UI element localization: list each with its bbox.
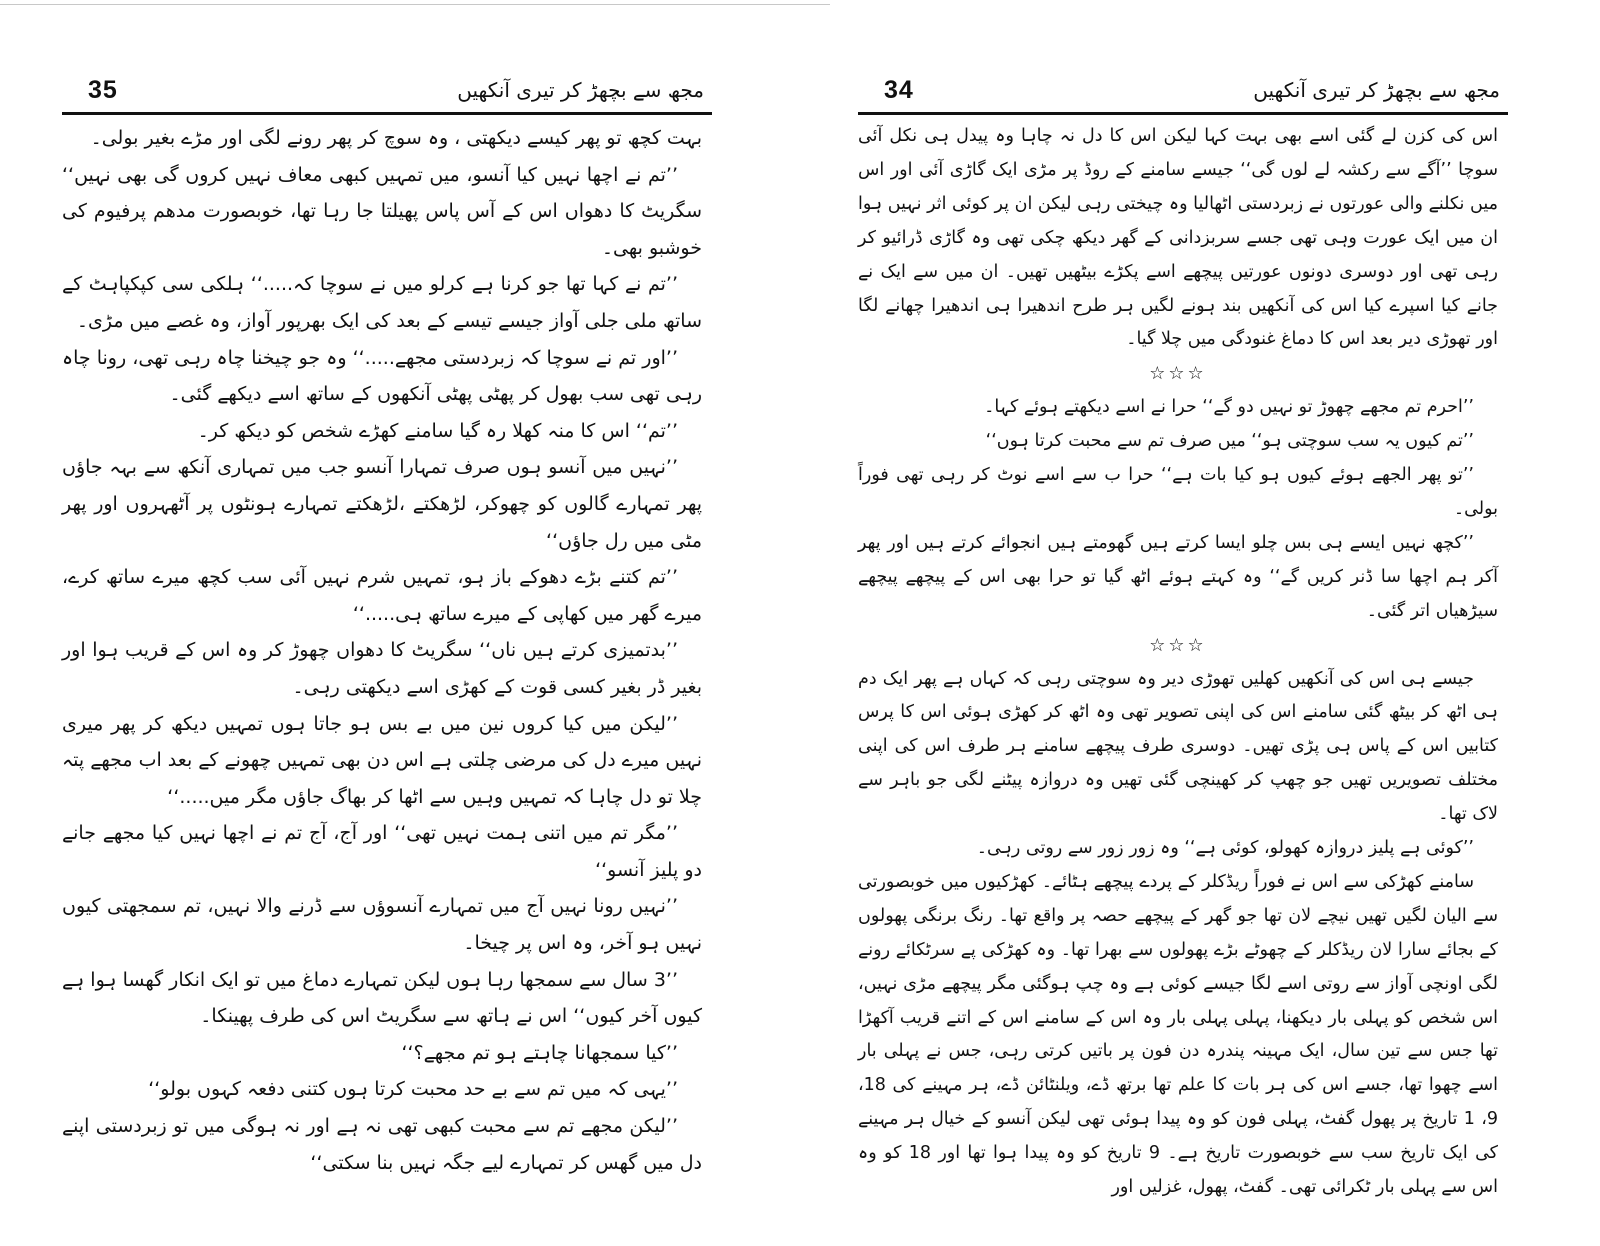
paragraph: ’’اور تم نے سوچا کہ زبردستی مجھے.....‘‘ وہ جو چیخنا چاہ رہی تھی، رونا چاہ رہی تھی سب بھول کر پھٹی پھٹی آنکھوں کے ساتھ اسے دیکھے گئی۔ xyxy=(62,346,702,406)
paragraph: ’’لیکن مجھے تم سے محبت کبھی تھی نہ ہے اور نہ ہوگی میں تو زبردستی اپنے دل میں گھس کر تمہارے لیے جگہ نہیں بنا سکتی‘‘ xyxy=(62,1115,702,1174)
paragraph: جیسے ہی اس کی آنکھیں کھلیں تھوڑی دیر وہ سوچتی رہی کہ کہاں ہے پھر ایک دم ہی اٹھ کر بیٹھ گئی سامنے اس کی اپنی تصویر تھی وہ اٹھ کر کھڑی ہوئی اس کا پرس کتابیں اس کے پاس ہی پڑی تھیں۔ دوسری طرف پیچھے سامنے ہر طرف اس کی اپنی مختلف تصویریں تھیں جو چھپ کر کھینچی گئی تھیں وہ دروازہ پیٹنے لگی جو باہر سے لاک تھا۔ xyxy=(858,668,1498,825)
section-divider-stars: ☆☆☆ xyxy=(1149,634,1207,656)
paragraph: ’’تم نے کہا تھا جو کرنا ہے کرلو میں نے سوچا کہ.....‘‘ ہلکی سی کپکپاہٹ کے ساتھ ملی جلی آواز جیسے تیسے کے بعد کی ایک بھرپور آواز، وہ غصے میں مڑی۔ xyxy=(62,273,702,332)
paragraph: ’’تم کتنے بڑے دھوکے باز ہو، تمہیں شرم نہیں آئی سب کچھ میرے ساتھ کرے، میرے گھر میں کھاپی کے میرے ساتھ ہی.....‘‘ xyxy=(62,566,702,625)
paragraph: ’’لیکن میں کیا کروں نین میں بے بس ہو جاتا ہوں تمہیں دیکھ کر پھر میری نہیں میرے دل کی مرضی چلتی ہے اس دن بھی تمہیں چھونے کے بعد اب مجھے پتہ چلا تو دل چاہا کہ تمہیں وہیں سے اٹھا کر بھاگ جاؤں مگر میں.....‘‘ xyxy=(62,712,702,808)
paragraph: بہت کچھ تو پھر کیسے دیکھتی ، وہ سوچ کر پھر رونے لگی اور مڑے بغیر بولی۔ xyxy=(90,127,702,149)
left-page-header xyxy=(62,76,712,110)
left-page xyxy=(62,0,712,1246)
paragraph: ’’تم نے اچھا نہیں کیا آنسو، میں تمہیں کبھی معاف نہیں کروں گی بھی نہیں‘‘ سگریٹ کا دھواں اس کے آس پاس پھیلتا جا رہا تھا، خوبصورت مدھم پرفیوم کی خوشبو بھی۔ xyxy=(62,163,702,259)
paragraph: ’’تو پھر الجھے ہوئے کیوں ہو کیا بات ہے‘‘ حرا ب سے اسے نوٹ کر رہی تھی فوراً بولی۔ xyxy=(858,465,1498,519)
right-running-title: مجھ سے بچھڑ کر تیری آنکھیں xyxy=(1253,78,1500,102)
right-page xyxy=(858,0,1508,1246)
paragraph: ’’تم کیوں یہ سب سوچتی ہو‘‘ میں صرف تم سے محبت کرتا ہوں‘‘ xyxy=(985,431,1474,452)
paragraph: ’’3 سال سے سمجھا رہا ہوں لیکن تمہارے دماغ میں تو ایک انکار گھسا ہوا ہے کیوں آخر کیوں‘‘ اس نے ہاتھ سے سگریٹ اس کی طرف پھینکا۔ xyxy=(62,968,702,1028)
paragraph: ’’نہیں رونا نہیں آج میں تمہارے آنسوؤں سے ڈرنے والا نہیں، تم سمجھتی کیوں نہیں ہو آخر، وہ اس پر چیخا۔ xyxy=(62,895,702,955)
paragraph: ’’احرم تم مجھے چھوڑ تو نہیں دو گے‘‘ حرا نے اسے دیکھتے ہوئے کہا۔ xyxy=(984,397,1474,418)
paragraph: ’’یہی کہ میں تم سے بے حد محبت کرتا ہوں کتنی دفعہ کہوں بولو‘‘ xyxy=(148,1078,678,1101)
left-page-number: 35 xyxy=(88,76,118,104)
left-running-title: مجھ سے بچھڑ کر تیری آنکھیں xyxy=(457,78,704,102)
paragraph: سامنے کھڑکی سے اس نے فوراً ریڈکلر کے پردے پیچھے ہٹائے۔ کھڑکیوں میں خوبصورتی سے الیان لگیں تھیں نیچے لان تھا جو گھر کے پیچھے حصہ پر واقع تھا۔ رنگ برنگی پھولوں کے بجائے سارا لان ریڈکلر کے چھوٹے بڑے پھولوں سے بھرا تھا۔ وہ کھڑکی پے سرٹکائے رونے لگی اونچی آواز سے روتی اسے لگا جیسے کوئی ہے وہ چپ ہوگئی مگر پیچھے مڑی نہیں، اس شخص کو پہلی بار دیکھنا، پہلی پہلی بار وہ اس کے سامنے اس کے اتنے قریب آکھڑا تھا جس سے تین سال، ایک مہینہ پندرہ دن فون پر باتیں کرتی رہی، جس نے پہلی بار اسے چھوا تھا، جسے اس کی ہر بات کا علم تھا برتھ ڈے، ویلنٹائن ڈے، ہر مہینے کی 18، 9، 1 تاریخ پر پھول گفٹ، پہلی فون کو وہ پیدا ہوئی تھی لیکن آنسو کے خیال ہر مہینے کی ایک تاریخ سب سے خوبصورت تاریخ ہے۔ 9 تاریخ کو وہ پیدا ہوا تھا اور 18 کو وہ اس سے پہلی بار ٹکرائی تھی۔ گفٹ، پھول، غزلیں اور xyxy=(858,871,1498,1198)
left-header-rule xyxy=(62,112,712,115)
paragraph: ’’کچھ نہیں ایسے ہی بس چلو ایسا کرتے ہیں گھومتے ہیں انجوائے کرتے ہیں اور پھر آکر ہم اچھا سا ڈنر کریں گے‘‘ وہ کہتے ہوئے اٹھ گیا تو حرا بھی اس کے پیچھے پیچھے سیڑھیاں اتر گئی۔ xyxy=(858,532,1498,621)
right-page-header xyxy=(858,76,1508,110)
section-divider-stars: ☆☆☆ xyxy=(1149,363,1207,385)
right-page-number: 34 xyxy=(884,76,914,104)
paragraph: اس کی کزن لے گئی اسے بھی بہت کہا لیکن اس کا دل نہ چاہا وہ پیدل ہی نکل آئی سوچا ’’آگے سے رکشہ لے لوں گی‘‘ جیسے سامنے کے روڈ پر مڑی ایک گاڑی آئی اور اس میں نکلنے والی عورتوں نے زبردستی اٹھالیا وہ چیختی رہی لیکن ان پر کوئی اثر نہیں ہوا ان میں ایک عورت وہی تھی جسے سربزدانی کے گھر دیکھ چکی تھی وہ گاڑی ڈرائیو کر رہی تھی اور دوسری دونوں عورتیں پیچھے اسے پکڑے بیٹھیں تھیں۔ ان میں سے ایک نے جانے کیا اسپرے کیا اس کی آنکھیں بند ہونے لگیں ہر طرح اندھیرا ہی اندھیرا چھانے لگا اور تھوڑی دیر بعد اس کا دماغ غنودگی میں چلا گیا۔ xyxy=(858,126,1498,350)
paragraph: ’’نہیں میں آنسو ہوں صرف تمہارا آنسو جب میں تمہاری آنکھ سے بہہ جاؤں پھر تمہارے گالوں کو چھوکر، لڑھکتے ،لڑھکتے تمہارے ہونٹوں پر آٹھہروں اور پھر مٹی میں رل جاؤں‘‘ xyxy=(62,456,702,552)
paragraph: ’’بدتمیزی کرتے ہیں ناں‘‘ سگریٹ کا دھواں چھوڑ کر وہ اس کے قریب ہوا اور بغیر ڈر بغیر کسی قوت کے کھڑی اسے دیکھتی رہی۔ xyxy=(62,639,702,698)
paragraph: ’’تم‘‘ اس کا منہ کھلا رہ گیا سامنے کھڑے شخص کو دیکھ کر۔ xyxy=(197,419,678,442)
paragraph: ’’مگر تم میں اتنی ہمت نہیں تھی‘‘ اور آج، آج تم نے اچھا نہیں کیا مجھے جانے دو پلیز آنسو‘‘ xyxy=(62,822,702,881)
paragraph: ’’کوئی ہے پلیز دروازہ کھولو، کوئی ہے‘‘ وہ زور زور سے روتی رہی۔ xyxy=(976,838,1474,859)
right-page-text xyxy=(858,120,1498,1205)
left-page-text xyxy=(62,120,702,1181)
right-header-rule xyxy=(858,112,1508,115)
paragraph: ’’کیا سمجھانا چاہتے ہو تم مجھے؟‘‘ xyxy=(401,1041,678,1064)
